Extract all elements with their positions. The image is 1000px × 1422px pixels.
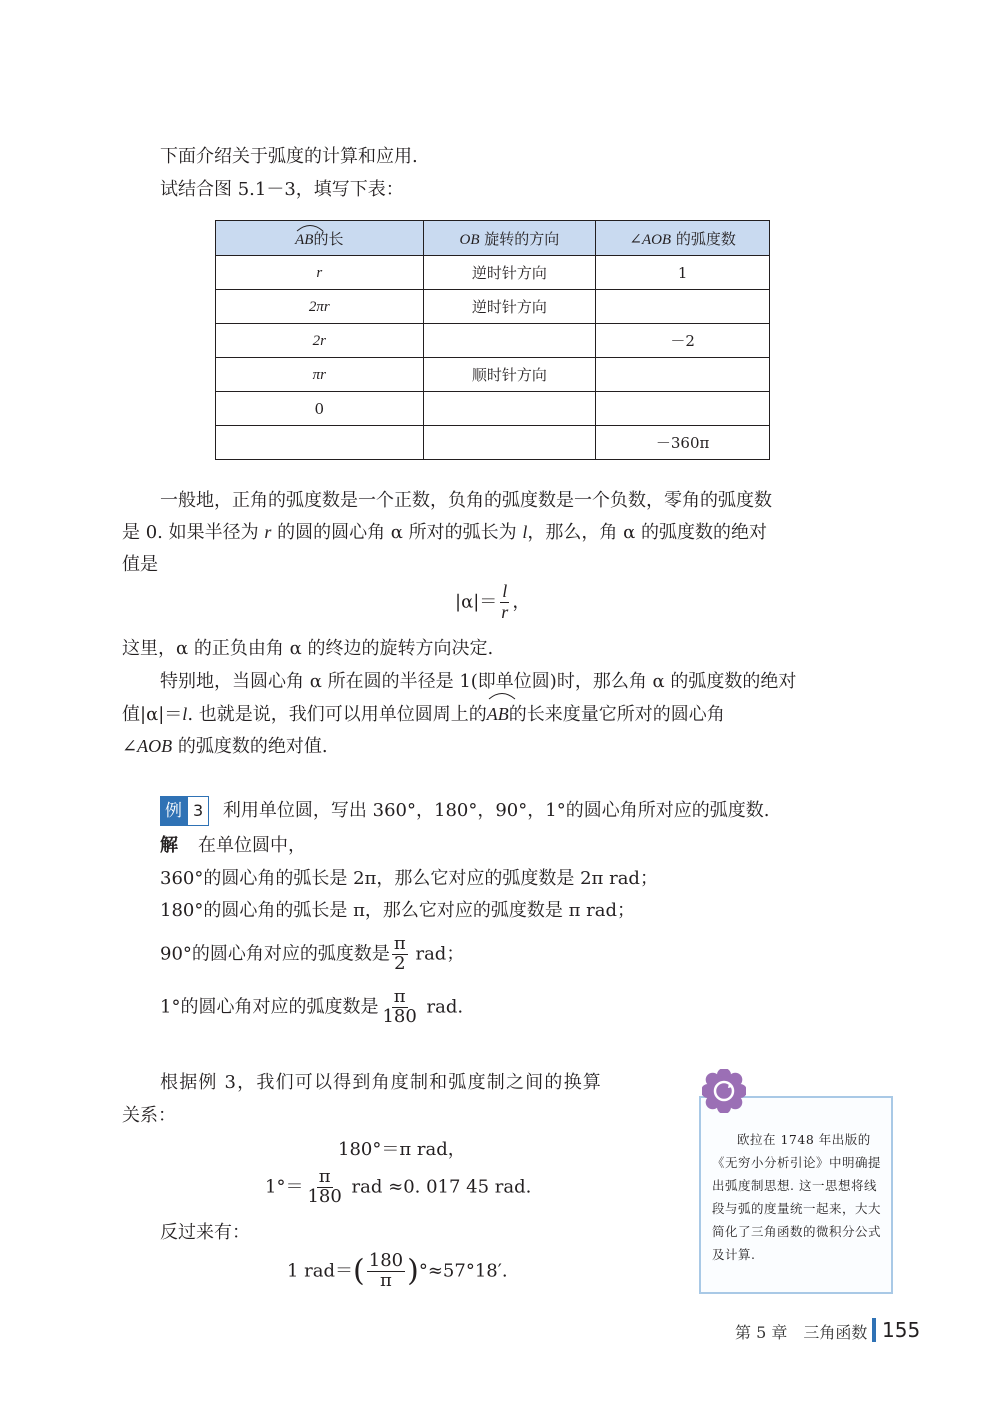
page-number: 155 [882, 1318, 921, 1342]
table-row: πr 顺时针方向 [216, 358, 770, 392]
footer-divider [872, 1318, 876, 1342]
solution-line-3: 90°的圆心角对应的弧度数是 $\frac{\pi}{2}$ rad； [160, 933, 465, 974]
table-row: r 逆时针方向 1 [216, 256, 770, 290]
table-header-row [216, 221, 770, 256]
special-line-1: 特别地，当圆心角 α 所在圆的半径是 1(即单位圆)时，那么角 α 的弧度数的绝对 [160, 671, 797, 692]
example-badge: 例 3 [160, 796, 209, 826]
special-line-2: 值|α|＝l. 也就是说，我们可以用单位圆周上的 AB的长来度量它所对的圆心角 [122, 698, 725, 731]
table-row: 2πr 逆时针方向 [216, 290, 770, 324]
header-rotation-direction: OB 旋转的方向 [423, 221, 596, 256]
header-arc-length: AB的长 [216, 221, 424, 256]
conversion-line-2: 关系： [122, 1105, 176, 1126]
intro-line-2: 试结合图 5.1－3，填写下表： [160, 179, 404, 200]
conversion-formula-3: 1 rad＝( $\frac{180}{\pi}$ )°≈57°18′. [287, 1250, 508, 1291]
header-radian-measure: ∠AOB 的弧度数 [596, 221, 770, 256]
general-line-3: 值是 [122, 554, 158, 575]
general-line-2: 是 0. 如果半径为 r 的圆的圆心角 α 所对的弧长为 l，那么，角 α 的弧度数的绝对 [122, 522, 768, 543]
arc-length-table [215, 220, 770, 460]
solution-intro: 解 在单位圆中， [160, 835, 306, 856]
solution-line-2: 180°的圆心角的弧长是 π，那么它对应的弧度数是 π rad； [160, 900, 636, 921]
conversion-line-1: 根据例 3，我们可以得到角度制和弧度制之间的换算 [160, 1072, 602, 1093]
abs-alpha-formula: |α|＝ $\frac{l}{r}$ ， [455, 581, 531, 622]
conversion-line-3: 反过来有： [160, 1222, 250, 1243]
history-note-text: 欧拉在 1748 年出版的《无穷小分析引论》中明确提出弧度制思想. 这一思想将线段与弧的度量统一起来，大大简化了三角函数的微积分公式及计算. [712, 1132, 882, 1262]
table-row: －360π [216, 426, 770, 460]
note-flower-icon [702, 1069, 746, 1113]
table-row: 0 [216, 392, 770, 426]
special-line-3: ∠AOB 的弧度数的绝对值. [122, 736, 328, 757]
solution-line-1: 360°的圆心角的弧长是 2π，那么它对应的弧度数是 2π rad； [160, 868, 658, 889]
conversion-formula-2: 1°＝ $\frac{\pi}{180}$ rad ≈0. 017 45 rad. [265, 1166, 532, 1207]
intro-line-1: 下面介绍关于弧度的计算和应用. [160, 146, 418, 167]
example-question: 例 3 利用单位圆，写出 360°，180°，90°，1°的圆心角所对应的弧度数. [160, 796, 769, 826]
general-line-1: 一般地，正角的弧度数是一个正数，负角的弧度数是一个负数，零角的弧度数 [160, 490, 772, 511]
footer-chapter: 第 5 章 三角函数 [735, 1323, 868, 1342]
conversion-formula-1: 180°＝π rad， [338, 1139, 466, 1160]
solution-line-4: 1°的圆心角对应的弧度数是 $\frac{\pi}{180}$ rad. [160, 986, 464, 1027]
general-line-4: 这里，α 的正负由角 α 的终边的旋转方向决定. [122, 638, 494, 659]
table-row: 2r －2 [216, 324, 770, 358]
